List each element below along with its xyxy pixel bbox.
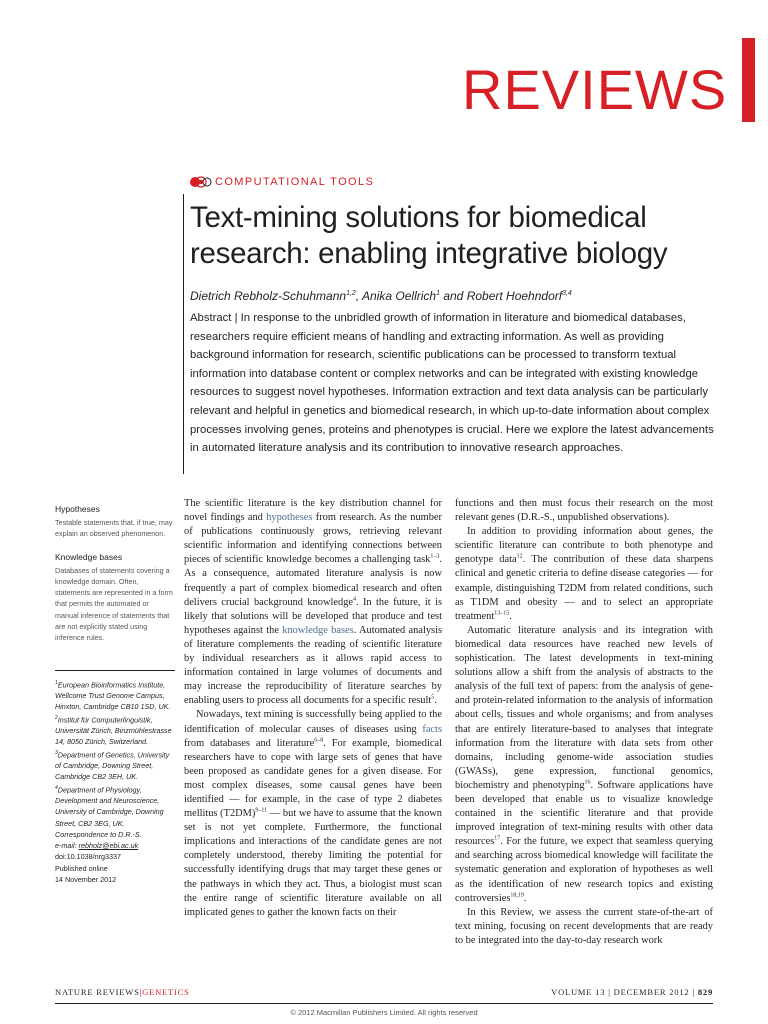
body-paragraph: Nowadays, text mining is successfully being applied to the identification of molecular causes of diseases using facts from databases and literature$^{6-8}$. For example, biomedical researchers have to cope with large sets of genes that have been proposed as candidate genes for a given disease. For most complex diseases, some causal genes have been identified — for example, in the case of type 2 diabetes mellitus $(T2DM)^{9-11}$ — but we have to assume that the known set is not yet complete. Furthermore, the functional implications and interactions of the candidate genes are not completely understood, thereby limiting the potential for successfully identifying drugs that may target these genes or the pathways in which they act. Thus, a biologist must scan the entire range of scientific literature available on all implicated genes to gather the known facts on their bbox=[184, 709, 442, 918]
citation-ref[interactable]: 13–15 bbox=[494, 610, 510, 617]
footer-journal bbox=[55, 986, 190, 998]
citation-ref[interactable]: 17 bbox=[494, 835, 501, 842]
affiliation-text: Department of Physiology, Development and Neuroscience, University of Cambridge, Downing Street, CB2 3EG, UK. bbox=[55, 785, 164, 828]
body-column-1 bbox=[184, 497, 442, 920]
page-number: 829 bbox=[697, 987, 713, 997]
citation-ref[interactable]: 9–11 bbox=[255, 807, 268, 814]
glossary-link[interactable]: knowledge bases bbox=[282, 624, 354, 636]
title-divider bbox=[183, 194, 184, 474]
abstract bbox=[190, 309, 720, 458]
body-column-2 bbox=[455, 497, 713, 948]
glossary-term: Hypotheses bbox=[55, 504, 100, 514]
sidebar bbox=[55, 504, 173, 885]
article-title: Text-mining solutions for biomedical research: enabling integrative biology bbox=[190, 201, 668, 270]
affiliation-number: 3 bbox=[55, 749, 58, 756]
email-line bbox=[55, 840, 173, 851]
glossary bbox=[55, 504, 173, 644]
author-list: Dietrich Rebholz-Schuhmann$^{1,2}$, Anika Oellrich$^1$ and Robert Hoehndorf$^{3,4}$ bbox=[190, 289, 572, 303]
footer-separator: | bbox=[139, 987, 143, 997]
affiliation bbox=[55, 783, 173, 829]
author-name: Dietrich Rebholz-Schuhmann bbox=[190, 289, 347, 303]
glossary-definition: Databases of statements covering a knowledge domain. Often, statements are represented in a form that permits the automated or manual inference of statements that are not explicitly stated using inference rules. bbox=[55, 565, 173, 643]
author-affiliation: 1,2 bbox=[346, 290, 356, 297]
affiliations bbox=[55, 678, 173, 852]
abstract-text: In response to the unbridled growth of information in literature and biomedical databases, researchers require efficient means of handling and extracting information. As well as providing background information for research, scientific publications can be processed to transform textual information into database content or complex networks and can be integrated with existing knowledge resources to suggest novel hypotheses. Information extraction and text data analysis can be particularly relevant and helpful in genetics and biomedical research, in which up-to-date information about complex processes involving genes, proteins and phenotypes is crucial. Here we explore the latest advancements in automated literature analysis and its contribution to innovative research approaches. bbox=[190, 312, 714, 455]
doi: doi:10.1038/nrg3337 bbox=[55, 852, 121, 862]
published-date: 14 November 2012 bbox=[55, 874, 117, 884]
correspondence: Correspondence to D.R.-S. bbox=[55, 829, 142, 839]
affiliation bbox=[55, 678, 173, 713]
body-paragraph: The scientific literature is the key distribution channel for novel findings and hypotheses from research. As the number of publications continuously grows, retrieving relevant scientific information and identifying connections between pieces of scientific knowledge becomes a challenging task$^{1-3}$. As a consequence, automated literature analysis is now frequently a part of complex biomedical research and often delivers crucial background knowledge$^4$. In the future, it is likely that solutions will be developed that produce and test hypotheses against the knowledge bases. Automated analysis of literature complements the reading of scientific literature by individual researchers as it allows rapid access to information contained in large volumes of documents and may increase the reproducibility of literature searches by enabling users to process all documents for a specific result$^5$. bbox=[184, 498, 442, 707]
citation-ref[interactable]: 6–8 bbox=[314, 737, 324, 744]
citation-ref[interactable]: 16 bbox=[584, 779, 591, 786]
affiliation-text: Department of Genetics, University of Cambridge, Downing Street, Cambridge CB2 3EH, UK. bbox=[55, 750, 170, 782]
footer-journal-name: NATURE REVIEWS bbox=[55, 987, 140, 997]
affiliation-text: European Bioinformatics Institute, Wellcome Trust Genome Campus, Hinxton, Cambridge CB10 1SD, UK. bbox=[55, 680, 171, 712]
section-accent-bar bbox=[742, 38, 755, 122]
author-affiliation: 1 bbox=[436, 290, 440, 297]
copyright-notice: © 2012 Macmillan Publishers Limited. All rights reserved bbox=[290, 1008, 478, 1017]
citation-ref[interactable]: 12 bbox=[516, 553, 523, 560]
author-name: Anika Oellrich bbox=[362, 289, 437, 303]
citation-ref[interactable]: 4 bbox=[352, 596, 356, 603]
affiliation bbox=[55, 713, 173, 748]
body-paragraph: functions and then must focus their research on the most relevant genes (D.R.-S., unpublished observations). bbox=[455, 498, 713, 524]
body-paragraph: Automatic literature analysis and its integration with biomedical data resources have reached new levels of sophistication. The latest developments in text-mining solutions allow a shift from the analysis of abstracts to the analysis of the full text of papers: from the analysis of gene- and protein-related information to the analysis of information about cells, tissues and whole organisms; and from analyses that are entirely literature-based to analyses that integrate information from the literature with data sets from other domains, including genome-wide association studies (GWASs), gene expression, functional genomics, biochemistry and phenotyping$^{16}$. Software applications have been developed that enable us to visualize knowledge contained in the scientific literature and that provide improved integration of text-mining results with other data resources$^{17}$. For the future, we expect that seamless querying and searching across biomedical knowledge will facilitate the systematic generation and exploration of hypotheses as well as the identification of new research topics and existing controversies$^{18,19}$. bbox=[455, 624, 713, 904]
glossary-link[interactable]: hypotheses bbox=[266, 512, 313, 524]
published-label: Published online bbox=[55, 863, 108, 873]
affiliation-number: 2 bbox=[55, 714, 58, 721]
glossary-link[interactable]: facts bbox=[422, 723, 442, 735]
footer-subject: GENETICS bbox=[142, 987, 190, 997]
footer-volume-text: VOLUME 13 | DECEMBER 2012 | bbox=[551, 987, 695, 997]
body-paragraph: In this Review, we assess the current state-of-the-art of text mining, focusing on recent developments that are ready to be integrated into the day-to-day research work bbox=[455, 906, 713, 946]
email-link[interactable]: rebholz@ebi.ac.uk bbox=[78, 841, 139, 851]
glossary-definition: Testable statements that, if true, may explain an observed phenomenon. bbox=[55, 518, 173, 539]
article-category: COMPUTATIONAL TOOLS bbox=[215, 176, 375, 188]
section-heading: REVIEWS bbox=[462, 58, 728, 121]
computational-tools-icon bbox=[190, 175, 212, 189]
citation-ref[interactable]: 18,19 bbox=[510, 892, 524, 899]
affiliation-number: 1 bbox=[55, 679, 58, 686]
footer-volume bbox=[551, 986, 713, 998]
affiliation-text: Institut für Computerlinguistik, Universität Zürich, Binzmühlestrasse 14, 8050 Zürich, Switzerland. bbox=[55, 715, 172, 747]
body-paragraph: In addition to providing information about genes, the scientific literature can contribute to both phenotype and genotype data$^{12}$. The contribution of these data sharpens clinical and genetic criteria to define disease categories — for example, distinguishing T2DM from related conditions, such as T1DM and obesity — and to select an appropriate treatment$^{13-15}$. bbox=[455, 526, 713, 622]
citation-ref[interactable]: 5 bbox=[431, 694, 435, 701]
affiliation-number: 4 bbox=[55, 784, 58, 791]
citation-ref[interactable]: 1–3 bbox=[430, 553, 440, 560]
glossary-term: Knowledge bases bbox=[55, 551, 123, 562]
author-name: Robert Hoehndorf bbox=[466, 289, 563, 303]
footer-divider bbox=[55, 1003, 713, 1004]
sidebar-divider bbox=[55, 670, 175, 671]
affiliation bbox=[55, 748, 173, 783]
author-affiliation: 3,4 bbox=[562, 290, 572, 297]
abstract-label: Abstract | bbox=[190, 312, 238, 324]
email-label: e-mail: bbox=[55, 841, 79, 851]
